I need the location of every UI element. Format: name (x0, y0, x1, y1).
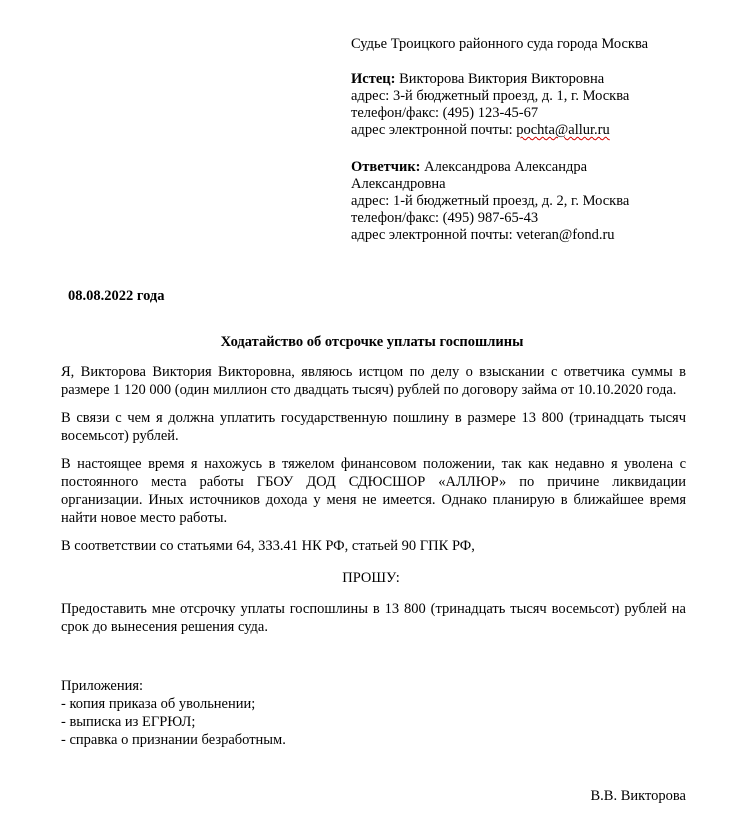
document-title: Ходатайство об отсрочке уплаты госпошлины (220, 334, 524, 350)
list-item: - копия приказа об увольнении; (61, 696, 256, 712)
plaintiff-name: Викторова Виктория Викторовна (399, 71, 605, 87)
attachments-list (61, 677, 461, 749)
paragraph-claim: Я, Викторова Виктория Викторовна, являюсь истцом по делу о взыскании с ответчика суммы в размере 1 120 000 (один миллион сто двадцать тысяч) рублей по договору займа от 10.10.2020 года. (61, 364, 686, 398)
document-body (61, 363, 686, 565)
defendant-name: Александрова Александра (424, 159, 588, 175)
plaintiff-phone: телефон/факс: (495) 123-45-67 (351, 105, 539, 121)
defendant-address: адрес: 1-й бюджетный проезд, д. 2, г. Москва (351, 193, 630, 209)
attachments-heading: Приложения: (61, 678, 144, 694)
plaintiff-email-label: адрес электронной почты: (351, 122, 517, 138)
paragraph-situation: В настоящее время я нахожусь в тяжелом финансовом положении, так как недавно я уволена с постоянного места работы ГБОУ ДОД СДЮСШОР «АЛЛЮР» по причине ликвидации организации. Иных источников дохода у меня не имеется. Однако планирую в ближайшее время найти новое место работы. (61, 456, 686, 526)
court-addressee: Судье Троицкого районного суда города Москва (351, 36, 649, 52)
plaintiff-email: pochta@allur.ru (516, 122, 610, 138)
list-item: - выписка из ЕГРЮЛ; (61, 714, 196, 730)
plaintiff-line (351, 71, 681, 88)
defendant-name-cont: Александровна (351, 176, 446, 192)
request-heading: ПРОШУ: (342, 570, 400, 586)
defendant-phone: телефон/факс: (495) 987-65-43 (351, 210, 539, 226)
defendant-email: адрес электронной почты: veteran@fond.ru (351, 227, 615, 243)
plaintiff-email-line (351, 122, 681, 139)
paragraph-fee: В связи с чем я должна уплатить государственную пошлину в размере 13 800 (тринадцать тысяч восемьсот) рублей. (61, 410, 686, 444)
addressee-block (351, 36, 681, 244)
paragraph-legal-basis: В соответствии со статьями 64, 333.41 НК РФ, статьей 90 ГПК РФ, (61, 538, 475, 554)
document-date: 08.08.2022 года (68, 288, 165, 304)
list-item: - справка о признании безработным. (61, 732, 286, 748)
request-text: Предоставить мне отсрочку уплаты госпошлины в 13 800 (тринадцать тысяч восемьсот) рублей на срок до вынесения решения суда. (61, 601, 686, 635)
defendant-line (351, 159, 681, 176)
defendant-label: Ответчик: (351, 159, 421, 175)
plaintiff-address: адрес: 3-й бюджетный проезд, д. 1, г. Москва (351, 88, 630, 104)
plaintiff-label: Истец: (351, 71, 396, 87)
signature: В.В. Викторова (590, 788, 686, 804)
